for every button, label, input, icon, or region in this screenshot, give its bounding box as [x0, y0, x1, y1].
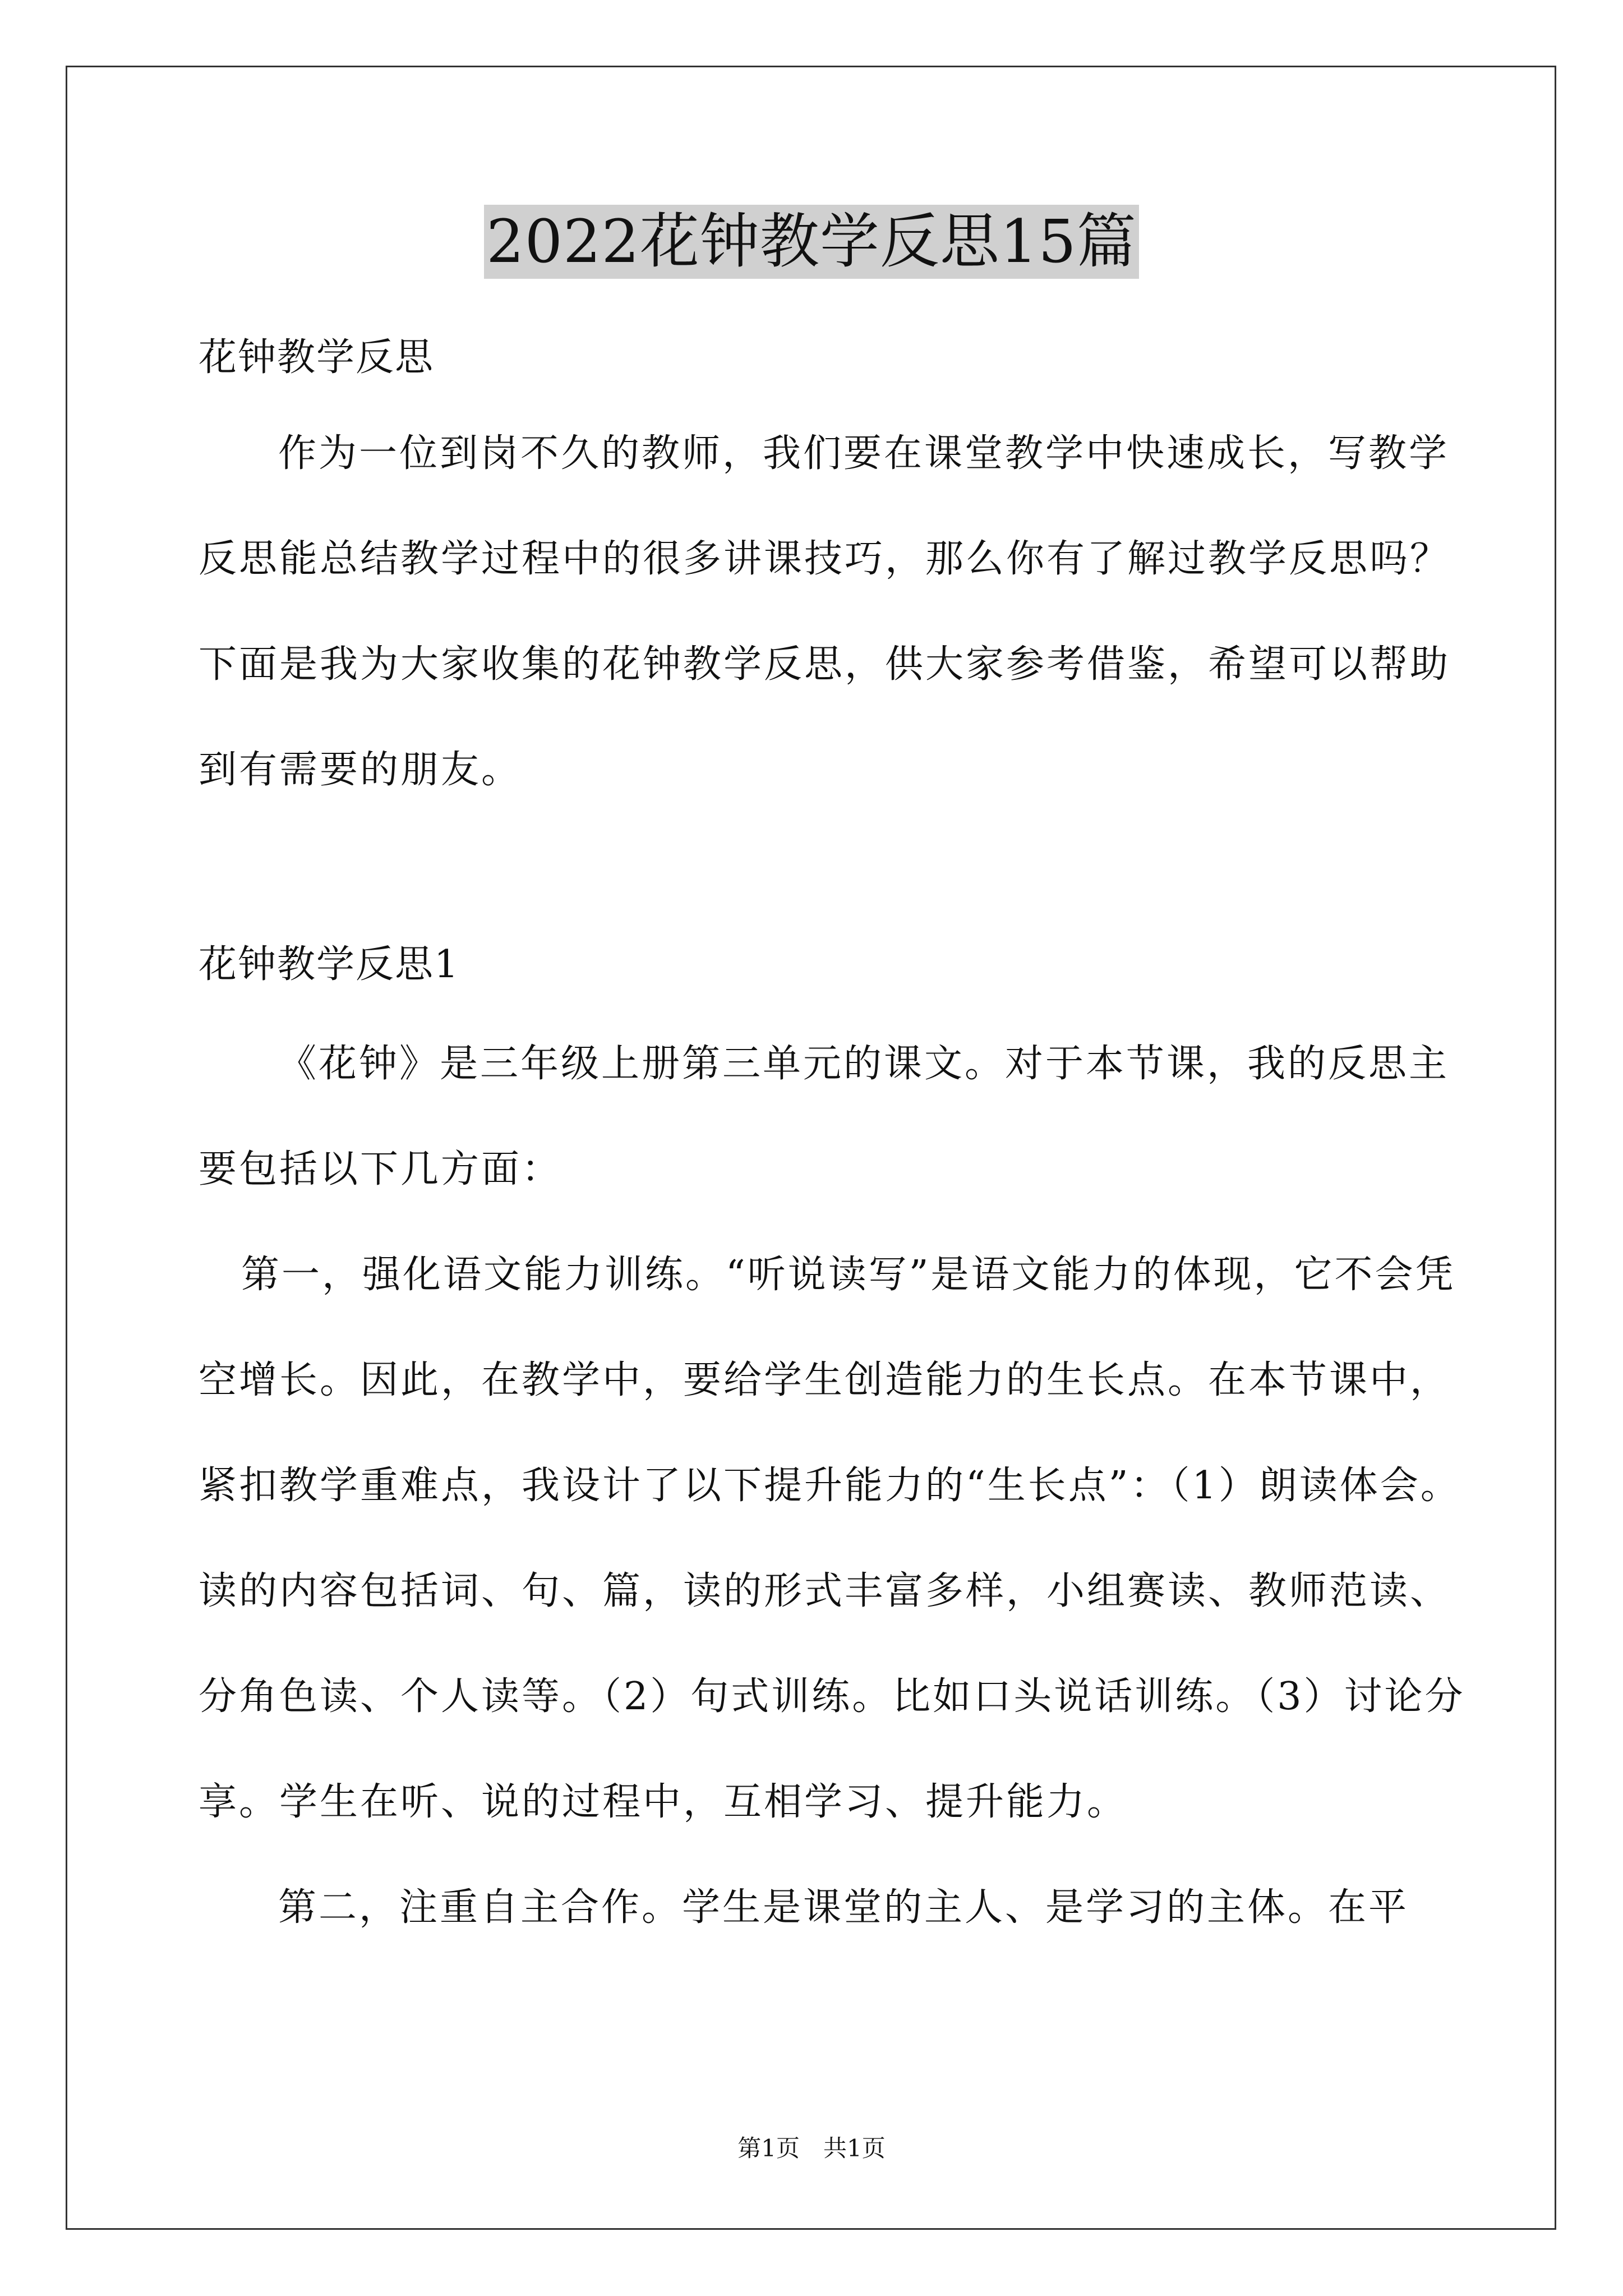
intro-paragraph: 作为一位到岗不久的教师，我们要在课堂教学中快速成长，写教学反思能总结教学过程中的很多讲课技巧，那么你有了解过教学反思吗？下面是我为大家收集的花钟教学反思，供大家参考借鉴，希望可以帮助到有需要的朋友。	[199, 431, 1451, 792]
section-heading: 花钟教学反思1	[199, 942, 460, 987]
spacer	[199, 823, 1488, 921]
intro-heading: 花钟教学反思	[199, 335, 435, 380]
body-paragraph: 《花钟》是三年级上册第三单元的课文。对于本节课，我的反思主要包括以下几方面：	[199, 1042, 1450, 1191]
body-paragraph: 第二，注重自主合作。学生是课堂的主人、是学习的主体。在平	[278, 1885, 1409, 1930]
title-wrapper	[0, 205, 1623, 279]
body-paragraph: 第一，强化语文能力训练。“听说读写”是语文能力的体现，它不会凭空增长。因此，在教学中，要给学生创造能力的生长点。在本节课中，紧扣教学重难点，我设计了以下提升能力的“生长点”：（1）朗读体会。读的内容包括词、句、篇，读的形式丰富多样，小组赛读、教师范读、分角色读、个人读等。（2）句式训练。比如口头说话训练。（3）讨论分享。学生在听、说的过程中，互相学习、提升能力。	[199, 1253, 1465, 1824]
document-body	[199, 314, 1488, 1961]
document-title: 2022花钟教学反思15篇	[484, 205, 1139, 279]
page-footer: 第1页 共1页	[737, 2134, 886, 2162]
